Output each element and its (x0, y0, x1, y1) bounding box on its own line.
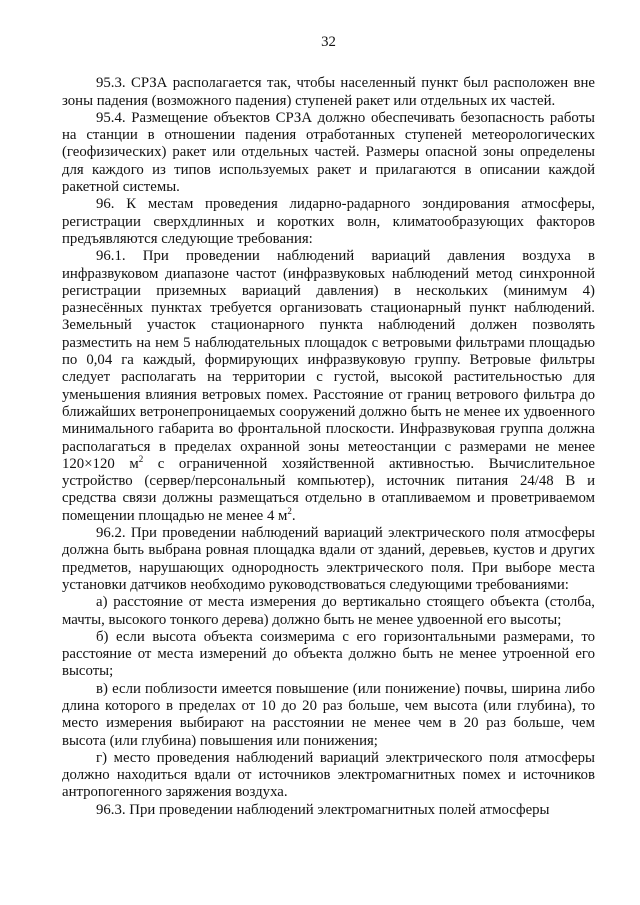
paragraph-95-3: 95.3. СРЗА располагается так, чтобы населенный пункт был расположен вне зоны падения (возможного падения) ступеней ракет или отдельных их частей. (62, 75, 595, 109)
paragraph-96-2: 96.2. При проведении наблюдений вариаций электрического поля атмосферы должна быть выбрана ровная площадка вдали от зданий, деревьев, кустов и других предметов, нарушающих однородность электрического поля. При выборе места установки датчиков необходимо руководствоваться следующими требованиями: (62, 525, 595, 593)
paragraph-95-4: 95.4. Размещение объектов СРЗА должно обеспечивать безопасность работы на станции в отношении падения отработанных ступеней метеорологических (геофизических) ракет или отдельных частей. Размеры опасной зоны определены для каждого из типов используемых ракет и прилагаются в описании каждой ракетной системы. (62, 109, 595, 196)
list-item-v: в) если поблизости имеется повышение (или понижение) почвы, ширина либо длина которого в пределах от 10 до 20 раз больше, чем высота (или глубина), то место измерения выбирают на расстоянии не менее чем в 20 раз больше, чем высота (или глубина) повышения или понижения; (62, 680, 595, 749)
document-page (62, 34, 595, 819)
square-superscript: 2 (138, 453, 144, 464)
page-number: 32 (321, 34, 336, 50)
square-superscript: 2 (287, 505, 292, 516)
list-item-a: а) расстояние от места измерения до вертикально стоящего объекта (столба, мачты, высокого тонкого дерева) должно быть не менее удвоенной его высоты; (62, 594, 595, 628)
paragraph-96-3: 96.3. При проведении наблюдений электромагнитных полей атмосферы (96, 801, 550, 818)
paragraph-96-1-text-b: с ограниченной хозяйственной активностью. Вычислительное устройство (сервер/персональный компьютер), источник питания 24/48 В и средства связи должны размещаться отдельно в отапливаемом и проветриваемом помещении площадью не менее 4 м (62, 455, 595, 524)
paragraph-96-1 (62, 248, 595, 525)
paragraph-96-1-text-c: . (291, 507, 296, 524)
paragraph-96: 96. К местам проведения лидарно-радарного зондирования атмосферы, регистрации сверхдлинных и коротких волн, климатообразующих факторов предъявляются следующие требования: (62, 196, 595, 247)
paragraph-96-1-text-a: 96.1. При проведении наблюдений вариаций давления воздуха в инфразвуковом диапазоне частот (инфразвуковых наблюдений метод синхронной регистрации приземных вариаций давления) в нескольких (минимум 4) разнесённых пунктах требуется организовать стационарный пункт наблюдений. Земельный участок стационарного пункта наблюдений должен позволять разместить на нем 5 наблюдательных площадок с ветровыми фильтрами площадью по 0,04 га каждый, формирующих инфразвуковую группу. Ветровые фильтры следует располагать на территории с густой, высокой растительностью для уменьшения влияния ветровых помех. Расстояние от границ ветрового фильтра до ближайших ветронепроницаемых сооружений должно быть не менее их удвоенного минимального габарита во фронтальной плоскости. Инфразвуковая группа должна располагаться в пределах охранной зоны метеостанции с размерами не менее 120×120 м (62, 248, 595, 472)
list-item-g: г) место проведения наблюдений вариаций электрического поля атмосферы должно находиться вдали от источников электромагнитных помех и источников антропогенного заряжения воздуха. (62, 749, 595, 801)
list-item-b: б) если высота объекта соизмерима с его горизонтальными размерами, то расстояние от места измерений до объекта должно быть не менее утроенной его высоты; (62, 628, 595, 680)
